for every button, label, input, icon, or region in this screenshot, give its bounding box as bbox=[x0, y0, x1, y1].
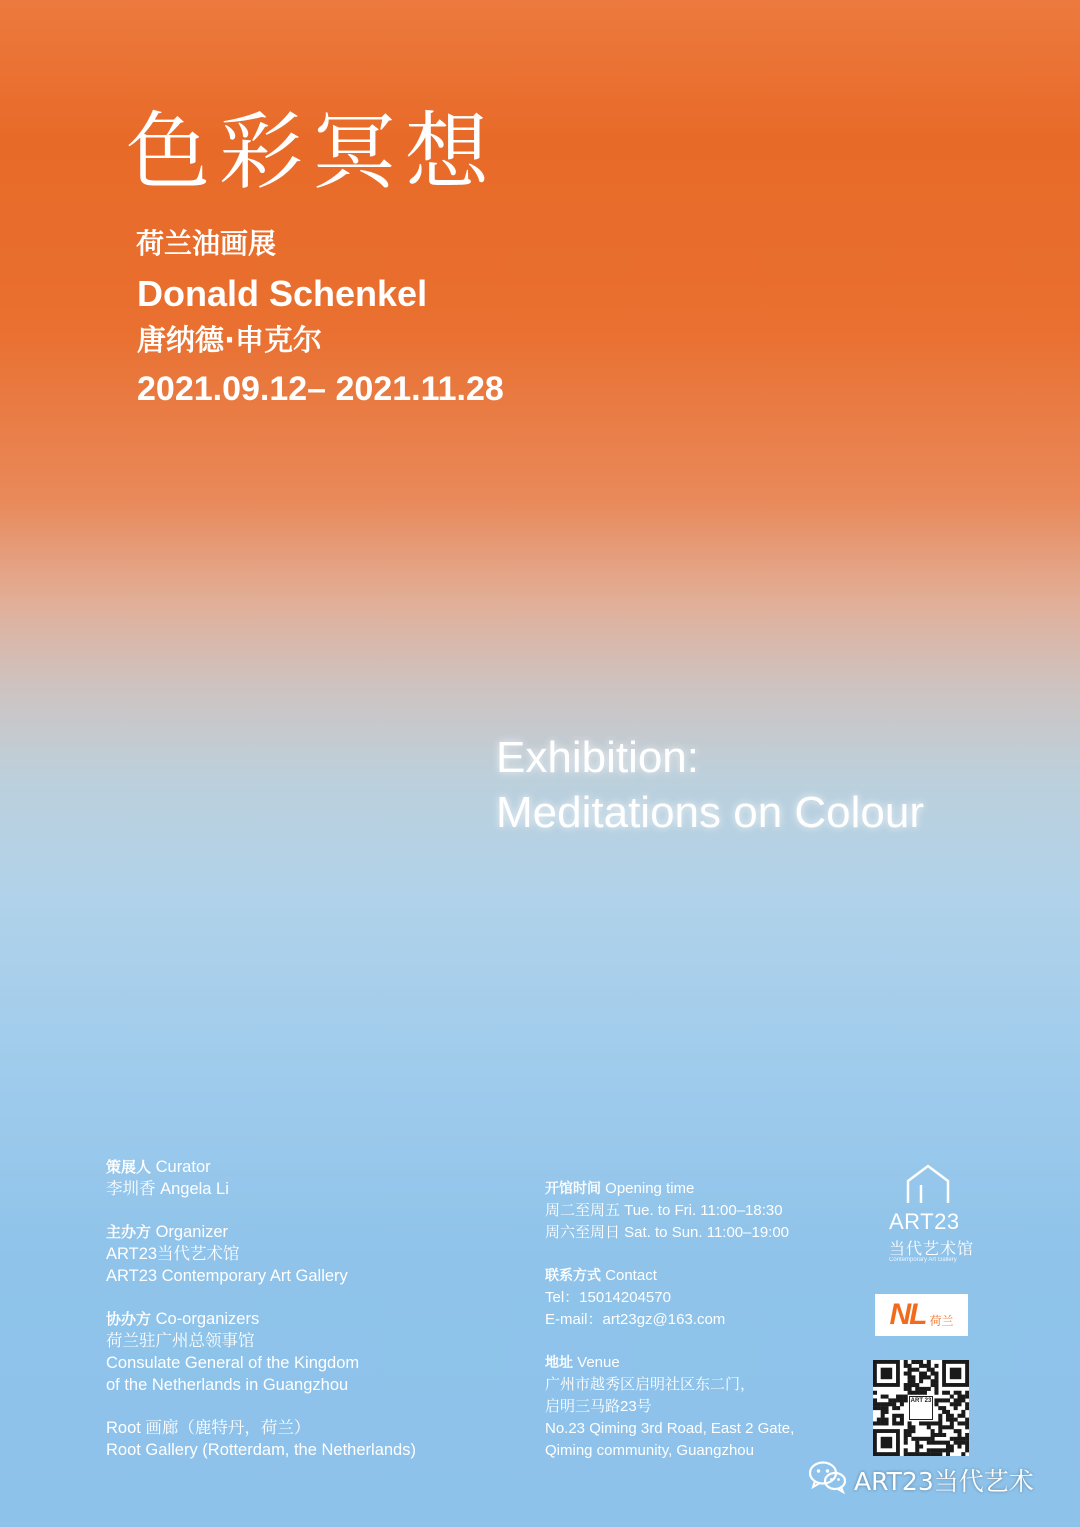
curator-name: 李圳香 Angela Li bbox=[106, 1180, 229, 1198]
opening-hours-group bbox=[545, 1178, 794, 1244]
art23-logo-subtitle: Contemporary Art Gallery bbox=[889, 1257, 957, 1263]
root-gallery-cn: Root 画廊（鹿特丹，荷兰） bbox=[106, 1419, 311, 1437]
coorganizer-line-cn: 荷兰驻广州总领事馆 bbox=[106, 1332, 255, 1350]
curator-group bbox=[106, 1156, 416, 1200]
venue-label-en: Venue bbox=[573, 1354, 620, 1371]
venue-line-en1: No.23 Qiming 3rd Road, East 2 Gate, bbox=[545, 1420, 795, 1437]
root-gallery-en: Root Gallery (Rotterdam, the Netherlands) bbox=[106, 1441, 416, 1459]
wechat-watermark bbox=[808, 1460, 1034, 1499]
contact-group bbox=[545, 1265, 794, 1331]
nl-logo bbox=[875, 1294, 968, 1336]
coorganizer-label: 协办方 bbox=[106, 1310, 152, 1328]
exhibition-dates: 2021.09.12– 2021.11.28 bbox=[137, 370, 504, 408]
coorganizer-line-en2: of the Netherlands in Guangzhou bbox=[106, 1376, 349, 1394]
curator-label: 策展人 bbox=[106, 1158, 152, 1176]
curator-label-en: Curator bbox=[151, 1158, 211, 1176]
venue-line-cn1: 广州市越秀区启明社区东二门， bbox=[545, 1376, 756, 1393]
credits-column bbox=[106, 1156, 416, 1482]
hours-weekday: 周二至周五 Tue. to Fri. 11:00–18:30 bbox=[545, 1202, 783, 1219]
exhibition-title-line1: Exhibition: bbox=[496, 733, 700, 782]
coorganizer-label-en: Co-organizers bbox=[151, 1310, 260, 1328]
hours-label: 开馆时间 bbox=[545, 1181, 601, 1197]
art23-house-icon bbox=[905, 1163, 951, 1210]
venue-group bbox=[545, 1352, 794, 1462]
contact-label: 联系方式 bbox=[545, 1268, 601, 1284]
contact-label-en: Contact bbox=[601, 1267, 657, 1284]
nl-logo-cn: 荷兰 bbox=[929, 1313, 954, 1328]
contact-email: E-mail：art23gz@163.com bbox=[545, 1311, 726, 1328]
hours-label-en: Opening time bbox=[601, 1180, 695, 1197]
art23-logo-name: ART23 bbox=[889, 1209, 960, 1234]
venue-label: 地址 bbox=[545, 1355, 573, 1371]
organizer-line-cn: ART23当代艺术馆 bbox=[106, 1245, 240, 1263]
exhibition-title-cn: 色彩冥想 bbox=[126, 103, 499, 201]
organizer-group bbox=[106, 1221, 416, 1287]
visitor-info-column bbox=[545, 1178, 794, 1483]
organizer-label-en: Organizer bbox=[151, 1223, 229, 1241]
wechat-account-name: ART23当代艺术 bbox=[854, 1466, 1034, 1496]
qr-center-logo: ART 23 bbox=[909, 1396, 933, 1420]
organizer-label: 主办方 bbox=[106, 1223, 152, 1241]
nl-logo-text: NL bbox=[889, 1298, 926, 1331]
venue-line-cn2: 启明三马路23号 bbox=[545, 1398, 652, 1415]
wechat-icon bbox=[808, 1460, 848, 1499]
contact-tel: Tel：15014204570 bbox=[545, 1289, 671, 1306]
hours-weekend: 周六至周日 Sat. to Sun. 11:00–19:00 bbox=[545, 1224, 790, 1241]
exhibition-subtitle-cn: 荷兰油画展 bbox=[136, 227, 277, 260]
coorganizer-line-en1: Consulate General of the Kingdom bbox=[106, 1354, 360, 1372]
exhibition-title-en bbox=[496, 730, 924, 840]
coorganizer-group bbox=[106, 1308, 416, 1396]
exhibition-title-line2: Meditations on Colour bbox=[496, 788, 925, 837]
venue-line-en2: Qiming community, Guangzhou bbox=[545, 1442, 754, 1459]
artist-name-en: Donald Schenkel bbox=[137, 273, 428, 314]
artist-name-cn: 唐纳德·申克尔 bbox=[137, 323, 323, 357]
qr-code bbox=[873, 1360, 969, 1456]
organizer-line-en: ART23 Contemporary Art Gallery bbox=[106, 1267, 348, 1285]
root-gallery-group bbox=[106, 1417, 416, 1461]
art23-logo-cn: 当代艺术馆 bbox=[889, 1239, 975, 1258]
